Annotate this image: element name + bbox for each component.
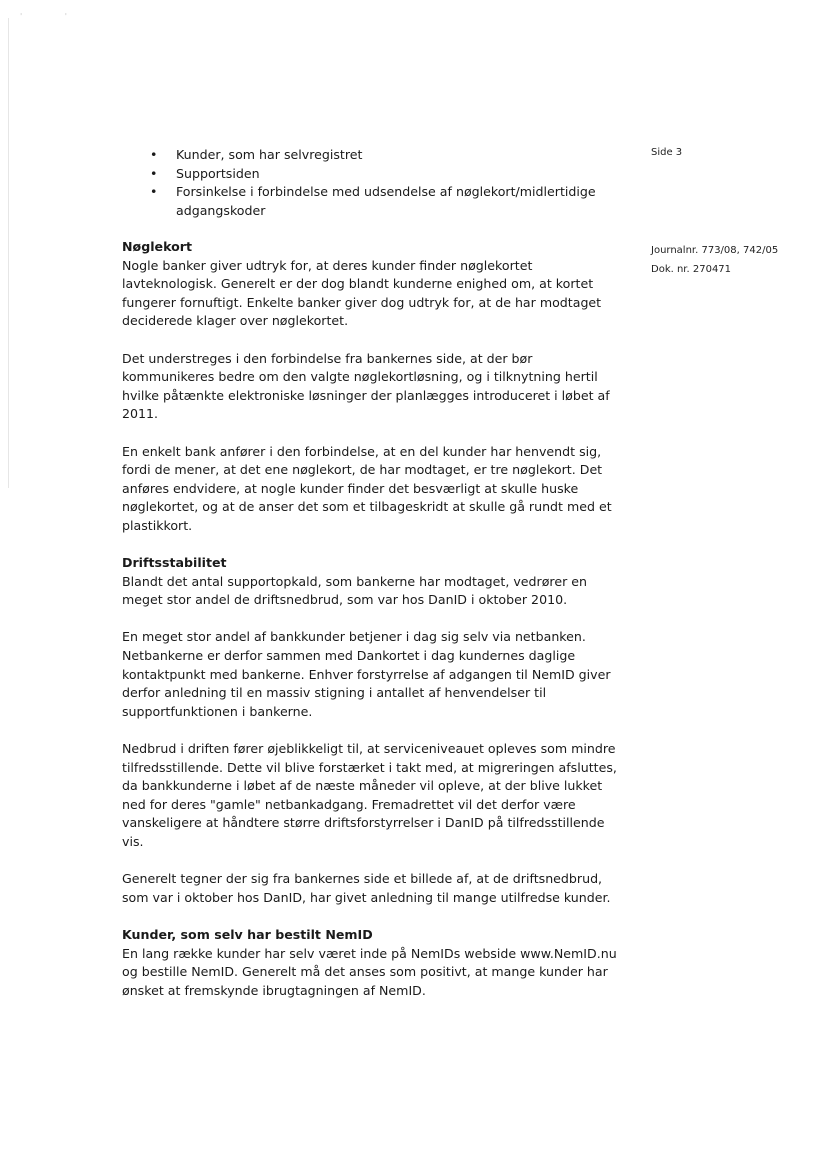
document-metadata xyxy=(651,241,778,279)
paragraph: Nogle banker giver udtryk for, at deres kunder finder nøglekortet lavteknologisk. Generelt er der dog blandt kunderne enighed om, at kortet fungerer fornuftigt. Enkelte banker giver dog udtryk for, at de har modtaget deciderede klager over nøglekortet. xyxy=(122,257,602,329)
section-noeglekort xyxy=(122,238,622,536)
document-number: Dok. nr. 270471 xyxy=(651,264,732,275)
intro-bullet-list xyxy=(150,146,630,220)
paragraph: En meget stor andel af bankkunder betjener i dag sig selv via netbanken. Netbankerne er derfor sammen med Dankortet i dag kundernes daglige kontaktpunkt med bankerne. Enhver forstyrrelse af adgangen til NemID giver derfor anledning til en massiv stigning i antallet af henvendelser til supportfunktionen i bankerne. xyxy=(122,629,611,719)
paragraph: Generelt tegner der sig fra bankernes side et billede af, at de driftsnedbrud, som var i oktober hos DanID, har givet anledning til mange utilfredse kunder. xyxy=(122,871,611,905)
journal-number: Journalnr. 773/08, 742/05 xyxy=(651,245,779,256)
paragraph: Det understreges i den forbindelse fra bankernes side, at der bør kommunikeres bedre om den valgte nøglekortløsning, og i tilknytning hertil hvilke påtænkte elektroniske løsninger der planlægges introduceret i løbet af 2011. xyxy=(122,350,610,422)
document-body xyxy=(122,238,622,1019)
list-item: • Supportsiden xyxy=(150,165,630,184)
paragraph: En enkelt bank anfører i den forbindelse, at en del kunder har henvendt sig, fordi de mener, at det ene nøglekort, de har modtaget, er tre nøglekort. Det anføres endvidere, at nogle kunder finder det besværligt at skulle huske nøglekortet, og at de anser det som et tilbageskridt at skulle gå rundt med et plastikkort. xyxy=(122,443,612,533)
paragraph: En lang række kunder har selv været inde på NemIDs webside www.NemID.nu og bestille NemID. Generelt må det anses som positivt, at mange kunder har ønsket at fremskynde ibrugtagningen af NemID. xyxy=(122,945,617,998)
section-driftsstabilitet xyxy=(122,554,622,907)
scan-edge-line xyxy=(8,18,9,488)
section-heading: Kunder, som selv har bestilt NemID xyxy=(122,926,373,942)
list-item: • Forsinkelse i forbindelse med udsendelse af nøglekort/midlertidige adgangskoder xyxy=(150,183,630,220)
paragraph: Nedbrud i driften fører øjeblikkeligt til, at serviceniveauet opleves som mindre tilfredsstillende. Dette vil blive forstærket i takt med, at migreringen afsluttes, da bankkunderne i løbet af de næste måneder vil opleve, at der blive lukket ned for deres "gamle" netbankadgang. Fremadrettet vil det derfor være vanskeligere at håndtere større driftsforstyrrelser i DanID på tilfredsstillende vis. xyxy=(122,741,617,849)
section-heading: Nøglekort xyxy=(122,239,192,254)
paragraph: Blandt det antal supportopkald, som bankerne har modtaget, vedrører en meget stor andel de driftsnedbrud, som var hos DanID i oktober 2010. xyxy=(122,573,587,608)
page-number: Side 3 xyxy=(651,147,683,158)
section-heading: Driftsstabilitet xyxy=(122,555,227,571)
scan-marks: ' ' xyxy=(20,12,87,21)
list-item: • Kunder, som har selvregistret xyxy=(150,146,630,165)
section-selvbestilt-nemid xyxy=(122,926,622,1000)
